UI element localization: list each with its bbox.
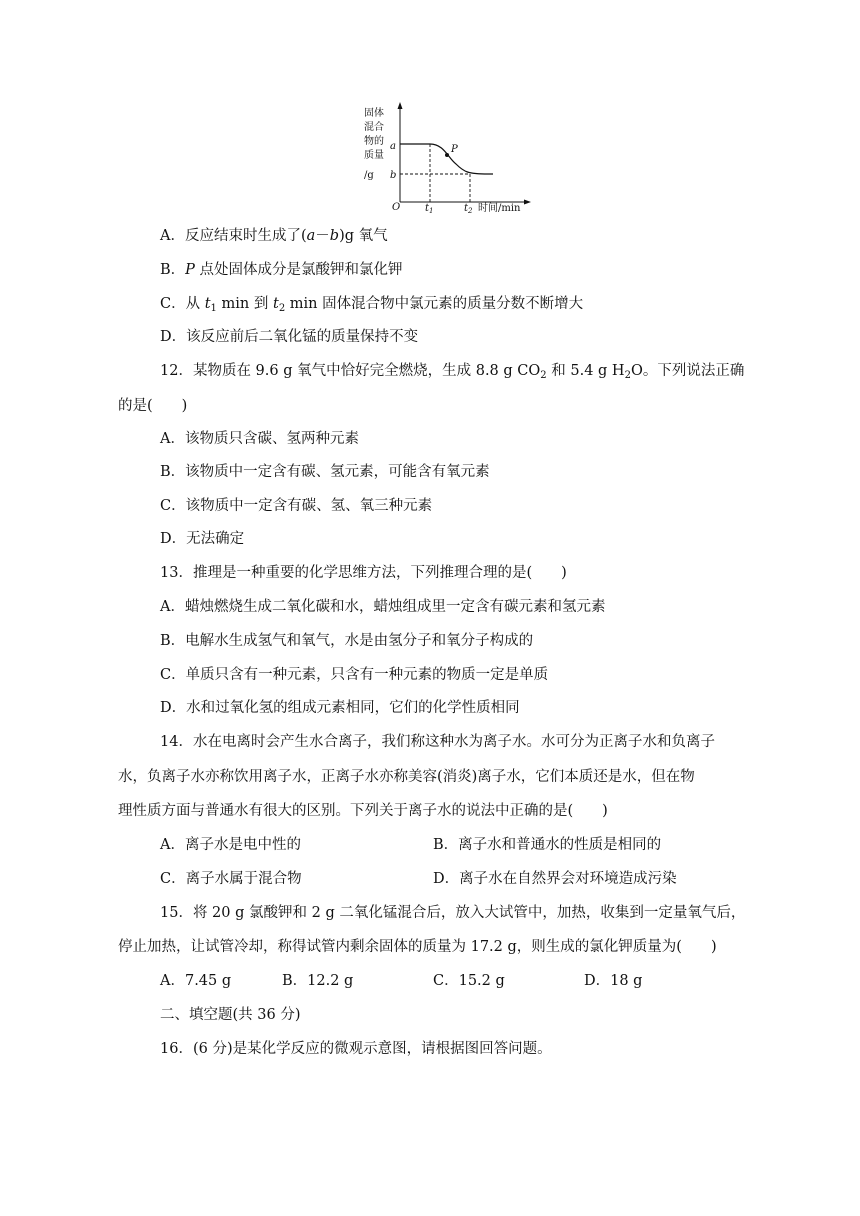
- q11-option-a: A．反应结束时生成了(a－b)g 氧气: [160, 228, 388, 244]
- q14-option-d: D．离子水在自然界会对环境造成污染: [433, 871, 677, 887]
- t2-label: $t_2$: [464, 203, 473, 215]
- q14-stem-line-1: 14．水在电离时会产生水合离子，我们称这种水为离子水。水可分为正离子水和负离子: [160, 734, 715, 750]
- ylabel-line-2: 混合: [364, 122, 384, 133]
- q12-option-a: A．该物质只含碳、氢两种元素: [160, 431, 359, 447]
- origin-label: O: [392, 202, 401, 213]
- mass-time-graph: [358, 100, 538, 218]
- q13-stem: 13．推理是一种重要的化学思维方法，下列推理合理的是( ): [160, 565, 567, 581]
- q13-option-b: B．电解水生成氢气和氧气，水是由氢分子和氧分子构成的: [160, 633, 534, 649]
- q12-option-b: B．该物质中一定含有碳、氢元素，可能含有氧元素: [160, 464, 490, 480]
- point-p: [445, 153, 449, 157]
- y-a-label: a: [390, 141, 396, 152]
- section-2-title: 二、填空题(共 36 分): [160, 1007, 301, 1023]
- q14-option-b: B．离子水和普通水的性质是相同的: [433, 837, 662, 853]
- q11-option-c: C．从 $t_1$ min 到 $t_2$ min 固体混合物中氯元素的质量分数不断增大: [160, 296, 584, 314]
- q14-option-a: A．离子水是电中性的: [160, 837, 301, 853]
- q14-stem-line-3: 理性质方面与普通水有很大的区别。下列关于离子水的说法中正确的是( ): [118, 803, 608, 819]
- point-p-label: P: [451, 144, 458, 155]
- t1-label: $t_1$: [425, 203, 434, 215]
- q15-option-b: B．12.2 g: [282, 973, 354, 989]
- q13-option-d: D．水和过氧化氢的组成元素相同，它们的化学性质相同: [160, 700, 520, 716]
- ylabel-line-1: 固体: [364, 108, 384, 119]
- x-axis-arrow: [524, 200, 531, 205]
- x-axis-label: 时间/min: [478, 203, 521, 214]
- q12-option-c: C．该物质中一定含有碳、氢、氧三种元素: [160, 498, 433, 514]
- ylabel-line-5: /g: [364, 170, 374, 181]
- q11-option-b: B．P 点处固体成分是氯酸钾和氯化钾: [160, 262, 403, 278]
- q16-stem: 16．(6 分)是某化学反应的微观示意图，请根据图回答问题。: [160, 1041, 552, 1057]
- q14-option-c: C．离子水属于混合物: [160, 871, 302, 887]
- q12-stem-line-2: 的是( ): [118, 398, 188, 414]
- q13-option-c: C．单质只含有一种元素，只含有一种元素的物质一定是单质: [160, 667, 549, 683]
- q13-option-a: A．蜡烛燃烧生成二氧化碳和水，蜡烛组成里一定含有碳元素和氢元素: [160, 599, 606, 615]
- y-b-label: b: [390, 170, 397, 181]
- q15-option-a: A．7.45 g: [160, 973, 232, 989]
- q14-stem-line-2: 水，负离子水亦称饮用离子水，正离子水亦称美容(消炎)离子水，它们本质还是水，但在物: [118, 769, 695, 785]
- q15-stem-line-1: 15．将 20 g 氯酸钾和 2 g 二氧化锰混合后，放入大试管中，加热，收集到一定量氧气后，: [160, 905, 746, 921]
- q11-option-d: D．该反应前后二氧化锰的质量保持不变: [160, 329, 419, 345]
- ylabel-line-3: 物的: [364, 136, 384, 147]
- mass-curve: [400, 144, 493, 174]
- y-axis-arrow: [398, 102, 403, 109]
- q15-stem-line-2: 停止加热，让试管冷却，称得试管内剩余固体的质量为 17.2 g，则生成的氯化钾质量为( ): [118, 939, 717, 955]
- q12-stem-line-1: 12．某物质在 9.6 g 氧气中恰好完全燃烧，生成 8.8 g $CO_2$ 和 5.4 g $H_2O$。下列说法正确: [160, 363, 745, 381]
- q12-option-d: D．无法确定: [160, 531, 245, 547]
- q15-option-d: D．18 g: [584, 973, 643, 989]
- q15-option-c: C．15.2 g: [433, 973, 505, 989]
- ylabel-line-4: 质量: [364, 150, 384, 161]
